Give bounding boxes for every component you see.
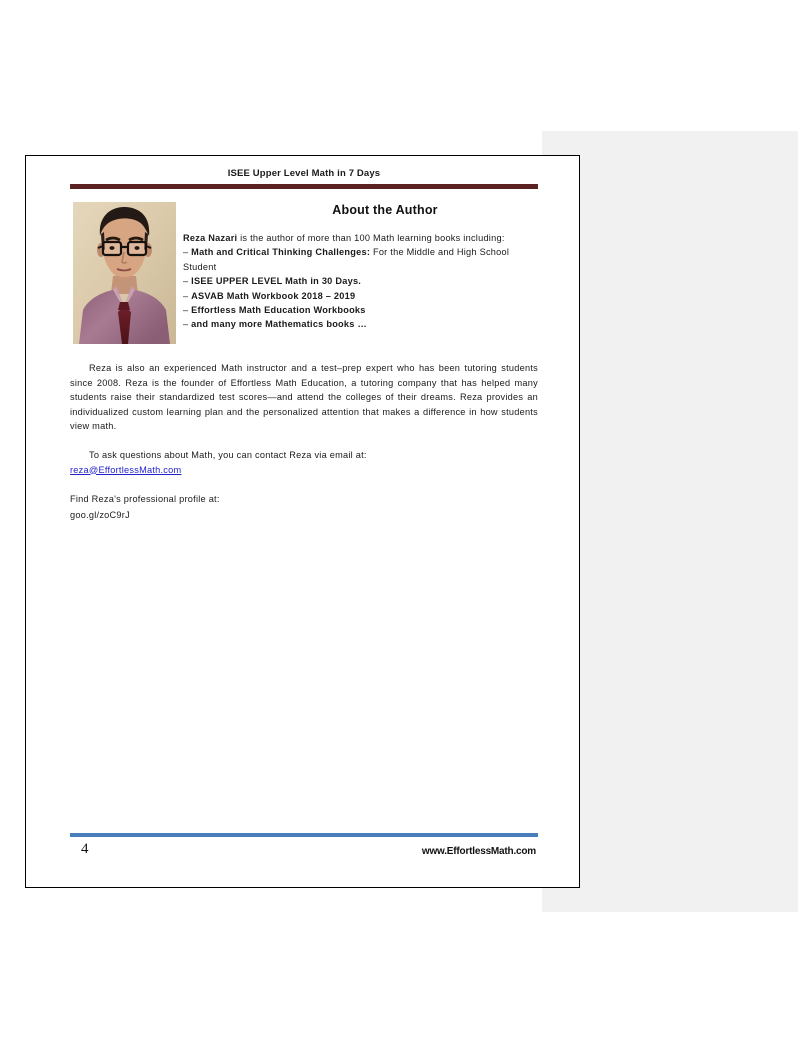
portrait-illustration (73, 202, 176, 344)
list-dash: – (183, 276, 192, 287)
page-title: About the Author (332, 203, 438, 217)
footer-divider-rule (70, 833, 538, 837)
book-list-item (183, 289, 538, 303)
book-subtitle: For the Middle and High School Student (183, 247, 510, 272)
footer-row (70, 841, 538, 863)
author-email-link[interactable]: reza@EffortlessMath.com (70, 464, 182, 475)
book-list-item (183, 303, 538, 317)
page-number: 4 (81, 841, 89, 857)
list-dash: – (183, 290, 192, 301)
page-footer (70, 833, 538, 863)
profile-prompt-text: Find Reza's professional profile at: (70, 494, 220, 504)
list-dash: – (183, 319, 192, 330)
site-url-text: www.EffortlessMath.com (421, 846, 536, 857)
biography-paragraph: Reza is also an experienced Math instructor and a test–prep expert who has been tutoring students since 2008. Reza is the founder of Effortless Math Education, a tutoring company that has helped many students raise their standardized test scores—and attend the colleges of their dreams. Reza provides an individualized custom learning plan and the personalized attention that makes a difference in how students view math. (70, 363, 538, 431)
book-title: ISEE UPPER LEVEL Math in 30 Days. (191, 276, 362, 287)
list-dash: – (183, 305, 192, 316)
author-intro-block (183, 231, 538, 332)
email-prompt-text: To ask questions about Math, you can contact Reza via email at: (89, 450, 367, 460)
book-list-item (183, 245, 538, 274)
list-dash: – (183, 247, 192, 258)
page-header (70, 168, 538, 189)
author-intro-sentence (183, 231, 538, 245)
header-divider-rule (70, 184, 538, 189)
book-title: and many more Mathematics books … (191, 319, 367, 330)
book-title: ASVAB Math Workbook 2018 – 2019 (191, 290, 356, 301)
book-title: Math and Critical Thinking Challenges: (191, 247, 371, 258)
book-title: Effortless Math Education Workbooks (191, 305, 366, 316)
author-intro-text: is the author of more than 100 Math learning books including: (237, 233, 505, 243)
background-panel (542, 131, 798, 912)
profile-block (70, 492, 538, 523)
book-list-item (183, 317, 538, 331)
book-list-item (183, 274, 538, 288)
profile-url-text: goo.gl/zoC9rJ (70, 509, 130, 520)
contact-block (70, 448, 538, 477)
running-header-title: ISEE Upper Level Math in 7 Days (227, 168, 381, 179)
document-page (25, 155, 580, 888)
author-portrait-photo (73, 202, 176, 344)
author-name: Reza Nazari (183, 233, 238, 243)
